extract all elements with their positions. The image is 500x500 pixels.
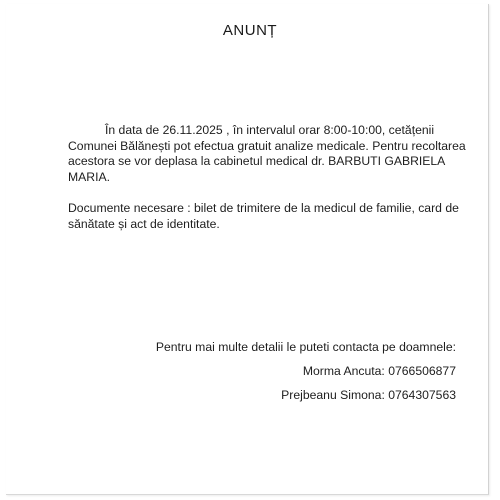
contact-person-prejbeanu: Prejbeanu Simona: 0764307563 [281, 388, 456, 402]
announcement-paragraph: În data de 26.11.2025 , în intervalul orar 8:00-10:00, cetățenii Comunei Bălănești pot efectua gratuit analize medicale. Pentru recoltarea acestora se vor deplasa la cabinetul medical dr. BARBUTI GABRIELA MARIA. [68, 123, 466, 184]
contact-block [156, 340, 456, 412]
document-page [6, 4, 489, 495]
required-documents-paragraph: Documente necesare : bilet de trimitere de la medicul de familie, card de sănătate și act de identitate. [68, 201, 459, 231]
document-title: ANUNȚ [222, 22, 278, 39]
contact-intro: Pentru mai multe detalii le puteti contacta pe doamnele: [155, 340, 456, 354]
contact-person-morma: Morma Ancuta: 0766506877 [302, 364, 456, 378]
